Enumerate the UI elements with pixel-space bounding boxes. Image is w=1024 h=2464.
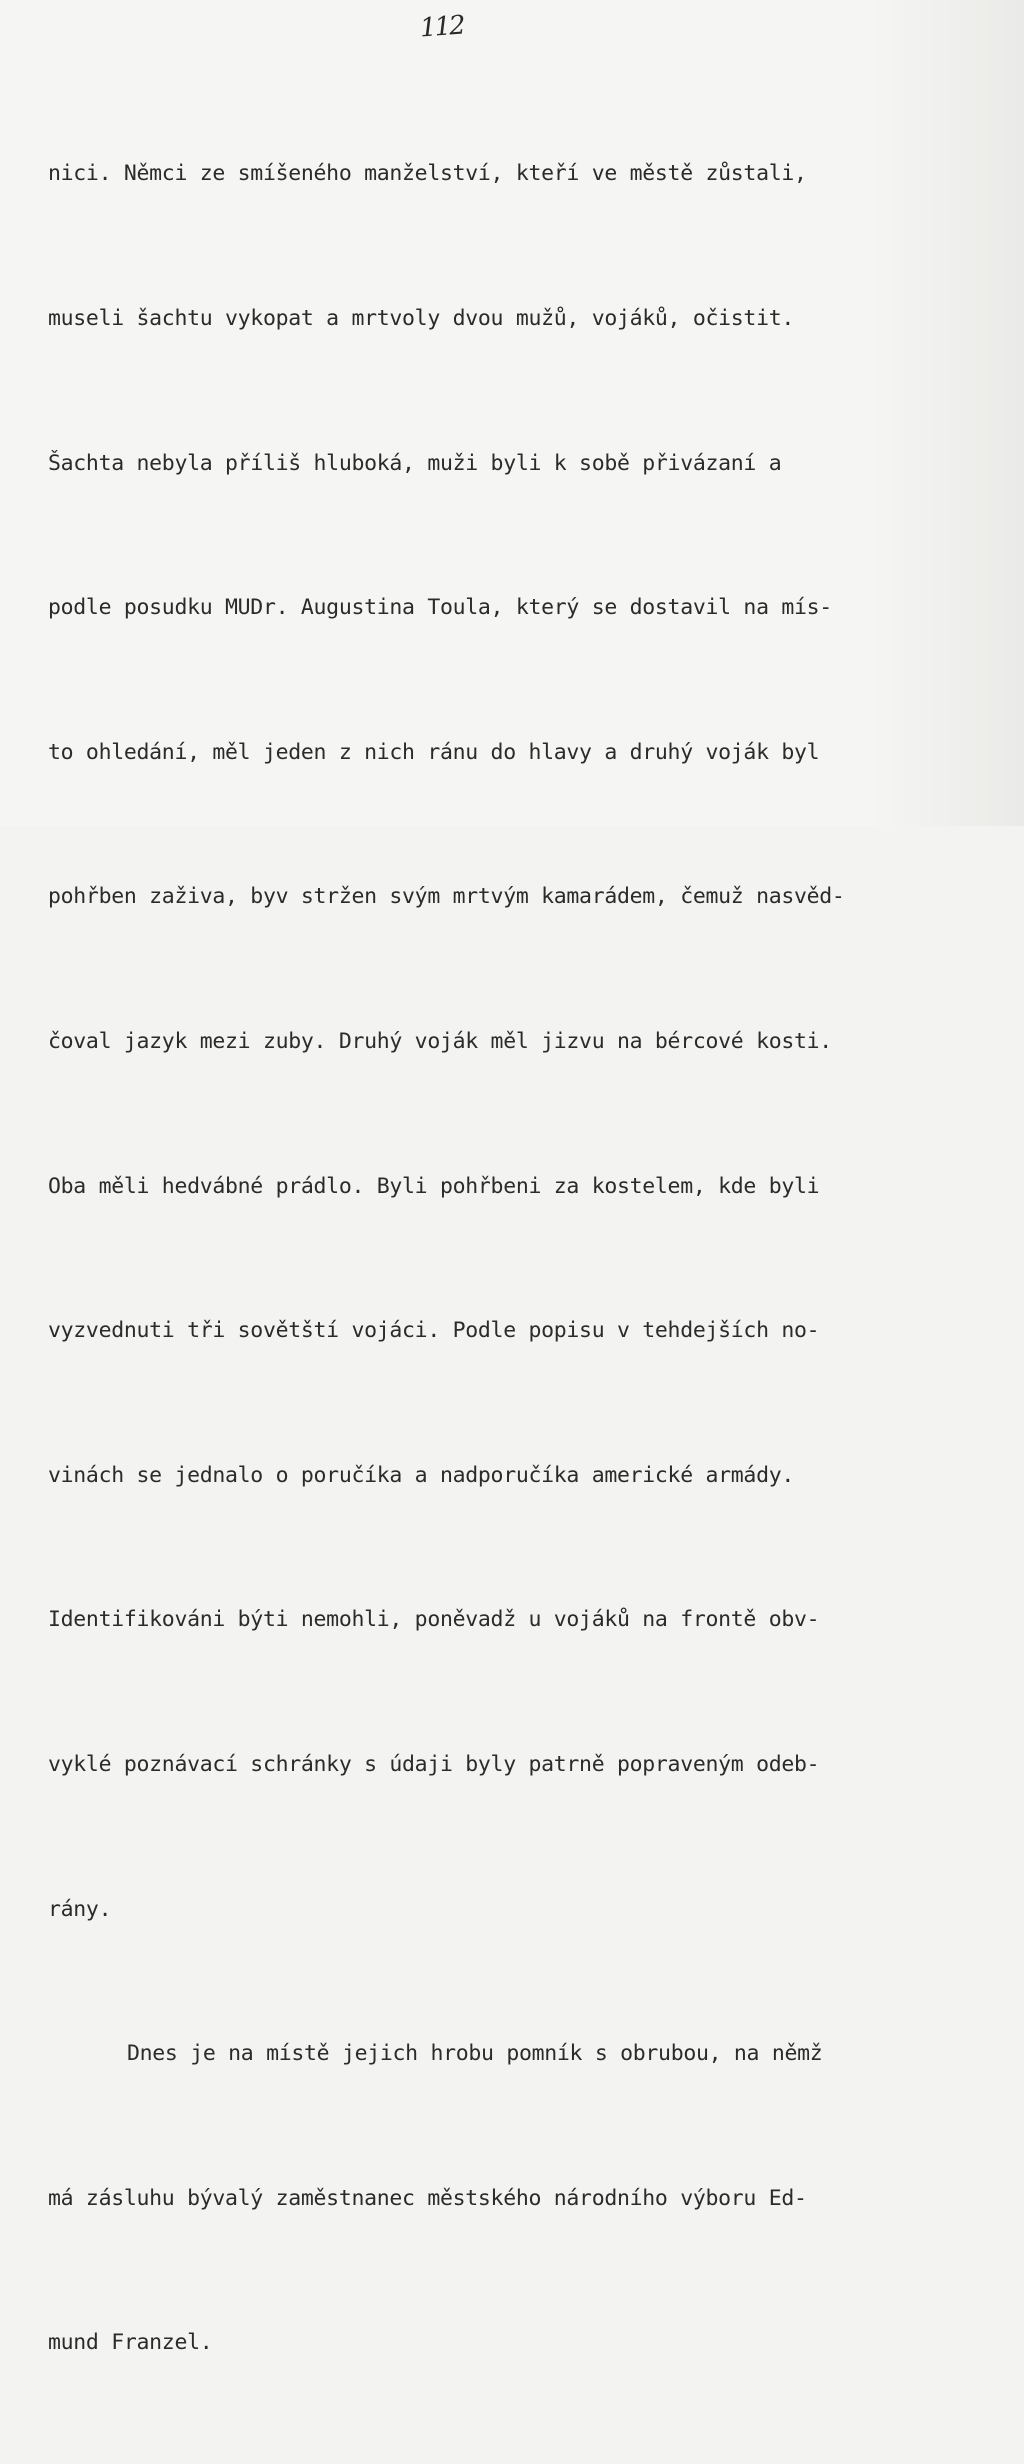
text-line: pohřben zaživa, byv stržen svým mrtvým kamarádem, čemuž nasvěd- <box>48 884 845 910</box>
text-line: rány. <box>48 1896 112 1922</box>
text-line: mund Franzel. <box>48 2330 213 2356</box>
text-line: vyzvednuti tři sovětští vojáci. Podle popisu v tehdejších no- <box>48 1318 820 1344</box>
text-line: čoval jazyk mezi zuby. Druhý voják měl jizvu na bércové kosti. <box>48 1028 832 1054</box>
text-line: Oba měli hedvábné prádlo. Byli pohřbeni za kostelem, kde byli <box>48 1173 820 1199</box>
text-line: vyklé poznávací schránky s údaji byly patrně popraveným odeb- <box>48 1751 820 1777</box>
page-number: 112 <box>419 10 465 44</box>
text-line: má zásluhu bývalý zaměstnanec městského národního výboru Ed- <box>48 2185 807 2211</box>
text-line: to ohledání, měl jeden z nich ránu do hlavy a druhý voják byl <box>48 739 820 765</box>
paragraph-start-line: Dnes je na místě jejich hrobu pomník s obrubou, na němž <box>127 2041 823 2067</box>
document-body <box>48 54 1008 2464</box>
text-line: Šachta nebyla příliš hluboká, muži byli k sobě přivázaní a <box>48 450 782 476</box>
text-line: vinách se jednalo o poručíka a nadporučíka americké armády. <box>48 1462 795 1488</box>
text-line: museli šachtu vykopat a mrtvoly dvou mužů, vojáků, očistit. <box>48 306 795 331</box>
text-line: nici. Němci ze smíšeného manželství, kteří ve městě zůstali, <box>48 161 807 187</box>
text-line: Identifikováni býti nemohli, poněvadž u vojáků na frontě obv- <box>48 1607 820 1633</box>
text-line: podle posudku MUDr. Augustina Toula, který se dostavil na mís- <box>48 595 832 621</box>
